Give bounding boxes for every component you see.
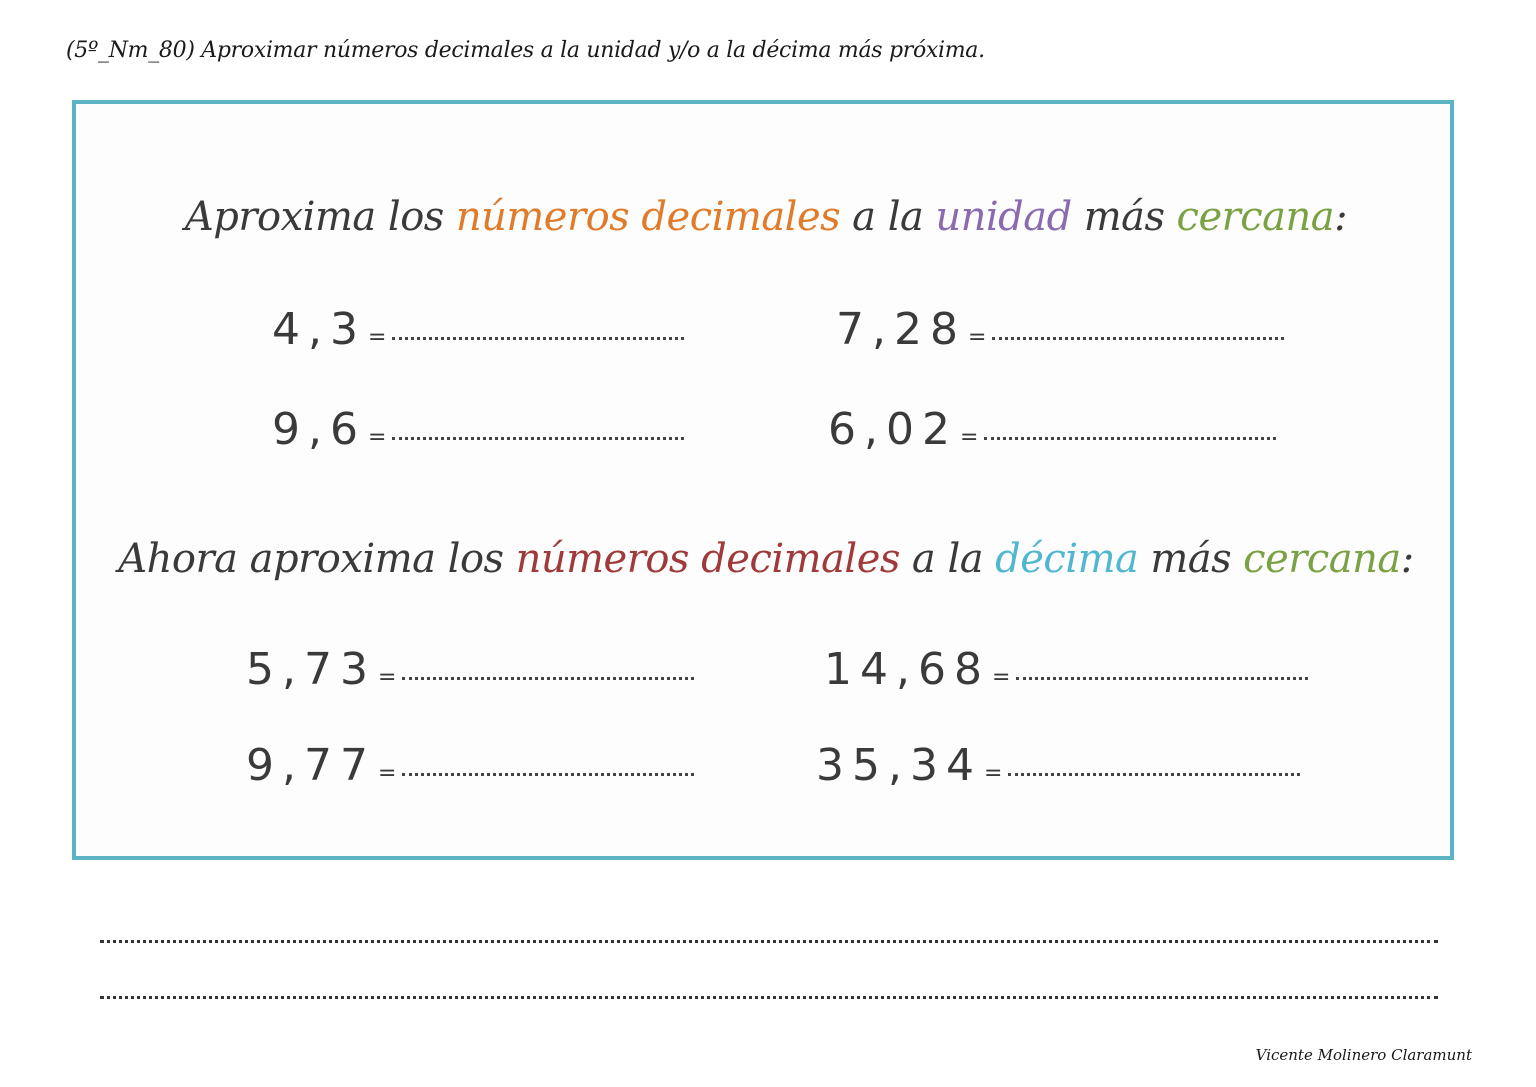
equals-sign: =: [983, 761, 1003, 786]
answer-blank[interactable]: [402, 771, 694, 776]
instruction-tenths-part-6: cercana: [1243, 536, 1401, 582]
equals-sign: =: [959, 425, 979, 450]
instruction-tenths: [76, 536, 1450, 582]
answer-blank[interactable]: [392, 435, 684, 440]
equals-sign: =: [367, 325, 387, 350]
exercise-row: [272, 304, 684, 355]
writing-line[interactable]: [100, 996, 1438, 999]
instruction-tenths-part-1: Ahora aproxima los: [118, 536, 504, 582]
equals-sign: =: [377, 761, 397, 786]
instruction-units-part-1: Aproxima los: [184, 194, 444, 240]
exercise-row: [828, 404, 1276, 455]
instruction-tenths-part-2: números decimales: [515, 536, 900, 582]
exercise-row: [246, 644, 694, 695]
decimal-number: 5,73: [246, 644, 376, 695]
instruction-units-part-7: :: [1334, 194, 1348, 240]
exercise-row: [272, 404, 684, 455]
equals-sign: =: [367, 425, 387, 450]
worksheet-header: (5º_Nm_80) Aproximar números decimales a la unidad y/o a la décima más próxima.: [66, 38, 985, 63]
instruction-units-part-5: más: [1083, 194, 1165, 240]
instruction-tenths-part-3: a la: [911, 536, 984, 582]
exercise-card: [72, 100, 1454, 860]
instruction-units-part-3: a la: [852, 194, 924, 240]
instruction-units-part-2: números decimales: [455, 194, 841, 240]
decimal-number: 14,68: [824, 644, 990, 695]
instruction-units-part-4: unidad: [935, 194, 1072, 240]
writing-line[interactable]: [100, 940, 1438, 943]
exercise-row: [836, 304, 1284, 355]
exercise-row: [824, 644, 1308, 695]
decimal-number: 9,6: [272, 404, 366, 455]
author-credit: Vicente Molinero Claramunt: [1255, 1046, 1472, 1064]
decimal-number: 35,34: [816, 740, 982, 791]
answer-blank[interactable]: [992, 335, 1284, 340]
instruction-tenths-part-7: :: [1400, 536, 1414, 582]
answer-blank[interactable]: [984, 435, 1276, 440]
decimal-number: 7,28: [836, 304, 966, 355]
exercise-row: [816, 740, 1300, 791]
equals-sign: =: [967, 325, 987, 350]
answer-blank[interactable]: [392, 335, 684, 340]
instruction-tenths-part-5: más: [1150, 536, 1232, 582]
equals-sign: =: [991, 665, 1011, 690]
answer-blank[interactable]: [1008, 771, 1300, 776]
decimal-number: 6,02: [828, 404, 958, 455]
equals-sign: =: [377, 665, 397, 690]
answer-blank[interactable]: [1016, 675, 1308, 680]
instruction-units-part-6: cercana: [1176, 194, 1335, 240]
exercise-row: [246, 740, 694, 791]
decimal-number: 9,77: [246, 740, 376, 791]
decimal-number: 4,3: [272, 304, 366, 355]
instruction-units: [76, 194, 1450, 240]
instruction-tenths-part-4: décima: [995, 536, 1139, 582]
answer-blank[interactable]: [402, 675, 694, 680]
